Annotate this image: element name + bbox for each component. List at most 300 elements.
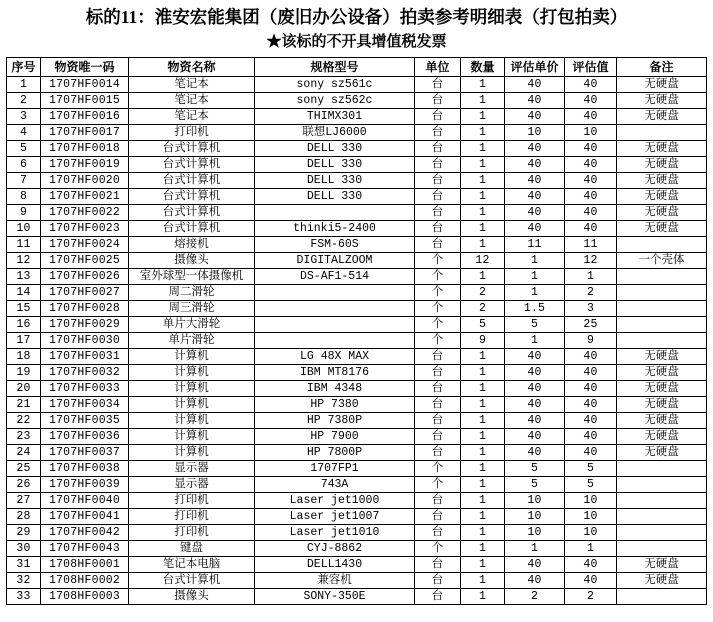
cell-code: 1707HF0029 <box>41 317 129 333</box>
table-row <box>7 157 707 173</box>
cell-code: 1707HF0038 <box>41 461 129 477</box>
cell-remark: 无硬盘 <box>617 365 707 381</box>
cell-index: 31 <box>7 557 41 573</box>
cell-name: 计算机 <box>129 413 255 429</box>
cell-index: 32 <box>7 573 41 589</box>
cell-name: 摄像头 <box>129 589 255 605</box>
cell-value: 9 <box>565 333 617 349</box>
cell-unit: 台 <box>415 173 461 189</box>
cell-unit: 个 <box>415 269 461 285</box>
page-subtitle: ★该标的不开具增值税发票 <box>266 34 447 50</box>
cell-remark <box>617 477 707 493</box>
cell-unit: 台 <box>415 445 461 461</box>
cell-name: 周三滑轮 <box>129 301 255 317</box>
cell-remark <box>617 333 707 349</box>
cell-code: 1707HF0025 <box>41 253 129 269</box>
cell-unit-price: 40 <box>505 557 565 573</box>
cell-model: DELL 330 <box>255 141 415 157</box>
cell-index: 21 <box>7 397 41 413</box>
cell-value: 40 <box>565 189 617 205</box>
cell-quantity: 1 <box>461 397 505 413</box>
cell-value: 10 <box>565 509 617 525</box>
cell-unit-price: 40 <box>505 573 565 589</box>
cell-model: LG 48X MAX <box>255 349 415 365</box>
cell-index: 18 <box>7 349 41 365</box>
col-header-unit-price: 评估单价 <box>505 58 565 77</box>
cell-code: 1707HF0036 <box>41 429 129 445</box>
cell-quantity: 2 <box>461 285 505 301</box>
cell-code: 1707HF0022 <box>41 205 129 221</box>
cell-model: HP 7800P <box>255 445 415 461</box>
cell-code: 1707HF0037 <box>41 445 129 461</box>
cell-quantity: 1 <box>461 349 505 365</box>
cell-name: 计算机 <box>129 429 255 445</box>
cell-index: 26 <box>7 477 41 493</box>
cell-unit: 个 <box>415 477 461 493</box>
cell-name: 台式计算机 <box>129 221 255 237</box>
cell-unit-price: 40 <box>505 221 565 237</box>
cell-value: 40 <box>565 173 617 189</box>
col-header-unit: 单位 <box>415 58 461 77</box>
cell-code: 1707HF0016 <box>41 109 129 125</box>
cell-model: Laser jet1007 <box>255 509 415 525</box>
cell-name: 笔记本 <box>129 109 255 125</box>
cell-model: CYJ-8862 <box>255 541 415 557</box>
cell-unit: 台 <box>415 77 461 93</box>
cell-remark: 无硬盘 <box>617 141 707 157</box>
cell-unit-price: 40 <box>505 381 565 397</box>
cell-unit-price: 40 <box>505 205 565 221</box>
cell-value: 1 <box>565 269 617 285</box>
cell-index: 8 <box>7 189 41 205</box>
cell-quantity: 1 <box>461 429 505 445</box>
cell-value: 10 <box>565 125 617 141</box>
cell-quantity: 1 <box>461 157 505 173</box>
cell-remark <box>617 461 707 477</box>
cell-quantity: 1 <box>461 557 505 573</box>
cell-name: 打印机 <box>129 125 255 141</box>
cell-value: 40 <box>565 157 617 173</box>
cell-remark: 无硬盘 <box>617 77 707 93</box>
table-row <box>7 253 707 269</box>
cell-model: DELL1430 <box>255 557 415 573</box>
cell-index: 15 <box>7 301 41 317</box>
cell-value: 11 <box>565 237 617 253</box>
cell-code: 1707HF0032 <box>41 365 129 381</box>
cell-quantity: 1 <box>461 109 505 125</box>
cell-unit-price: 40 <box>505 77 565 93</box>
col-header-remark: 备注 <box>617 58 707 77</box>
cell-unit: 台 <box>415 365 461 381</box>
cell-name: 打印机 <box>129 509 255 525</box>
cell-index: 22 <box>7 413 41 429</box>
table-row <box>7 109 707 125</box>
cell-index: 23 <box>7 429 41 445</box>
cell-quantity: 1 <box>461 589 505 605</box>
cell-remark <box>617 541 707 557</box>
cell-name: 计算机 <box>129 445 255 461</box>
cell-index: 7 <box>7 173 41 189</box>
cell-code: 1707HF0024 <box>41 237 129 253</box>
cell-unit-price: 1 <box>505 253 565 269</box>
table-row <box>7 77 707 93</box>
cell-unit: 台 <box>415 589 461 605</box>
cell-model: Laser jet1010 <box>255 525 415 541</box>
cell-unit-price: 10 <box>505 525 565 541</box>
cell-index: 20 <box>7 381 41 397</box>
cell-value: 40 <box>565 349 617 365</box>
cell-index: 5 <box>7 141 41 157</box>
cell-unit: 台 <box>415 525 461 541</box>
cell-unit: 台 <box>415 413 461 429</box>
cell-value: 1 <box>565 541 617 557</box>
cell-code: 1707HF0023 <box>41 221 129 237</box>
cell-model: IBM MT8176 <box>255 365 415 381</box>
inventory-table <box>6 57 707 605</box>
cell-unit: 个 <box>415 333 461 349</box>
cell-name: 台式计算机 <box>129 141 255 157</box>
cell-unit-price: 40 <box>505 429 565 445</box>
cell-remark: 无硬盘 <box>617 189 707 205</box>
cell-index: 33 <box>7 589 41 605</box>
cell-remark <box>617 285 707 301</box>
cell-unit: 台 <box>415 237 461 253</box>
cell-unit: 个 <box>415 285 461 301</box>
cell-name: 台式计算机 <box>129 173 255 189</box>
cell-name: 单片大滑轮 <box>129 317 255 333</box>
cell-unit: 个 <box>415 317 461 333</box>
cell-unit: 台 <box>415 573 461 589</box>
cell-remark <box>617 493 707 509</box>
cell-name: 笔记本 <box>129 93 255 109</box>
cell-quantity: 1 <box>461 445 505 461</box>
cell-remark: 无硬盘 <box>617 109 707 125</box>
cell-unit-price: 10 <box>505 509 565 525</box>
cell-quantity: 1 <box>461 93 505 109</box>
cell-code: 1707HF0020 <box>41 173 129 189</box>
cell-value: 40 <box>565 445 617 461</box>
cell-index: 10 <box>7 221 41 237</box>
cell-unit: 台 <box>415 125 461 141</box>
cell-quantity: 1 <box>461 461 505 477</box>
cell-model: 743A <box>255 477 415 493</box>
cell-quantity: 1 <box>461 477 505 493</box>
cell-unit-price: 40 <box>505 365 565 381</box>
cell-name: 熔接机 <box>129 237 255 253</box>
cell-quantity: 1 <box>461 365 505 381</box>
cell-unit: 台 <box>415 349 461 365</box>
cell-name: 计算机 <box>129 365 255 381</box>
table-row <box>7 333 707 349</box>
cell-unit-price: 5 <box>505 461 565 477</box>
cell-unit: 个 <box>415 541 461 557</box>
cell-unit: 台 <box>415 397 461 413</box>
cell-model: 1707FP1 <box>255 461 415 477</box>
cell-value: 10 <box>565 525 617 541</box>
cell-code: 1707HF0028 <box>41 301 129 317</box>
cell-index: 19 <box>7 365 41 381</box>
cell-model: DELL 330 <box>255 157 415 173</box>
cell-name: 笔记本 <box>129 77 255 93</box>
page-title: 标的11：淮安宏能集团（废旧办公设备）拍卖参考明细表（打包拍卖） <box>85 7 628 27</box>
cell-index: 30 <box>7 541 41 557</box>
table-row <box>7 189 707 205</box>
cell-model: DS-AF1-514 <box>255 269 415 285</box>
cell-value: 40 <box>565 205 617 221</box>
cell-value: 2 <box>565 285 617 301</box>
table-row <box>7 477 707 493</box>
cell-index: 3 <box>7 109 41 125</box>
table-row <box>7 285 707 301</box>
cell-value: 3 <box>565 301 617 317</box>
cell-remark: 无硬盘 <box>617 397 707 413</box>
cell-model: sony sz562c <box>255 93 415 109</box>
table-row <box>7 461 707 477</box>
cell-remark: 一个壳体 <box>617 253 707 269</box>
table-row <box>7 573 707 589</box>
cell-index: 17 <box>7 333 41 349</box>
cell-quantity: 1 <box>461 525 505 541</box>
cell-code: 1707HF0026 <box>41 269 129 285</box>
table-row <box>7 413 707 429</box>
table-row <box>7 301 707 317</box>
cell-model: FSM-60S <box>255 237 415 253</box>
cell-quantity: 1 <box>461 413 505 429</box>
cell-model <box>255 317 415 333</box>
cell-remark: 无硬盘 <box>617 221 707 237</box>
cell-name: 台式计算机 <box>129 157 255 173</box>
cell-unit: 个 <box>415 461 461 477</box>
cell-unit: 台 <box>415 381 461 397</box>
table-row <box>7 445 707 461</box>
table-row <box>7 125 707 141</box>
cell-unit: 台 <box>415 141 461 157</box>
table-row <box>7 205 707 221</box>
cell-model: DIGITALZOOM <box>255 253 415 269</box>
cell-remark: 无硬盘 <box>617 573 707 589</box>
cell-unit: 台 <box>415 221 461 237</box>
table-row <box>7 365 707 381</box>
col-header-value: 评估值 <box>565 58 617 77</box>
cell-name: 打印机 <box>129 525 255 541</box>
cell-value: 40 <box>565 557 617 573</box>
cell-quantity: 1 <box>461 205 505 221</box>
cell-quantity: 1 <box>461 237 505 253</box>
cell-name: 周二滑轮 <box>129 285 255 301</box>
cell-model: thinki5-2400 <box>255 221 415 237</box>
cell-unit: 台 <box>415 93 461 109</box>
cell-value: 40 <box>565 381 617 397</box>
cell-remark: 无硬盘 <box>617 157 707 173</box>
cell-unit: 个 <box>415 301 461 317</box>
cell-index: 16 <box>7 317 41 333</box>
cell-code: 1707HF0035 <box>41 413 129 429</box>
cell-quantity: 1 <box>461 189 505 205</box>
cell-code: 1707HF0014 <box>41 77 129 93</box>
table-row <box>7 397 707 413</box>
cell-unit-price: 40 <box>505 173 565 189</box>
cell-value: 2 <box>565 589 617 605</box>
cell-remark <box>617 125 707 141</box>
cell-index: 24 <box>7 445 41 461</box>
cell-code: 1707HF0034 <box>41 397 129 413</box>
cell-quantity: 1 <box>461 221 505 237</box>
cell-quantity: 1 <box>461 125 505 141</box>
cell-quantity: 1 <box>461 493 505 509</box>
cell-quantity: 1 <box>461 173 505 189</box>
cell-name: 摄像头 <box>129 253 255 269</box>
cell-model: 联想LJ6000 <box>255 125 415 141</box>
cell-code: 1707HF0018 <box>41 141 129 157</box>
cell-name: 键盘 <box>129 541 255 557</box>
cell-value: 40 <box>565 221 617 237</box>
cell-value: 40 <box>565 429 617 445</box>
cell-unit: 台 <box>415 493 461 509</box>
col-header-index: 序号 <box>7 58 41 77</box>
cell-quantity: 5 <box>461 317 505 333</box>
cell-quantity: 1 <box>461 541 505 557</box>
cell-quantity: 1 <box>461 269 505 285</box>
table-body <box>7 77 707 605</box>
table-row <box>7 509 707 525</box>
cell-name: 单片滑轮 <box>129 333 255 349</box>
cell-name: 计算机 <box>129 349 255 365</box>
cell-remark <box>617 269 707 285</box>
table-row <box>7 429 707 445</box>
cell-quantity: 1 <box>461 509 505 525</box>
table-row <box>7 381 707 397</box>
cell-remark <box>617 525 707 541</box>
col-header-quantity: 数量 <box>461 58 505 77</box>
cell-value: 5 <box>565 477 617 493</box>
cell-code: 1707HF0042 <box>41 525 129 541</box>
cell-unit-price: 40 <box>505 141 565 157</box>
table-row <box>7 141 707 157</box>
cell-index: 29 <box>7 525 41 541</box>
cell-unit-price: 2 <box>505 589 565 605</box>
cell-index: 4 <box>7 125 41 141</box>
cell-value: 40 <box>565 573 617 589</box>
cell-model <box>255 285 415 301</box>
cell-model <box>255 205 415 221</box>
col-header-code: 物资唯一码 <box>41 58 129 77</box>
cell-unit-price: 5 <box>505 477 565 493</box>
cell-model <box>255 333 415 349</box>
cell-model: IBM 4348 <box>255 381 415 397</box>
cell-remark: 无硬盘 <box>617 381 707 397</box>
cell-code: 1707HF0031 <box>41 349 129 365</box>
cell-unit-price: 40 <box>505 413 565 429</box>
table-row <box>7 541 707 557</box>
cell-code: 1707HF0015 <box>41 93 129 109</box>
cell-unit-price: 11 <box>505 237 565 253</box>
cell-remark: 无硬盘 <box>617 93 707 109</box>
cell-index: 14 <box>7 285 41 301</box>
cell-value: 40 <box>565 109 617 125</box>
cell-name: 室外球型一体摄像机 <box>129 269 255 285</box>
cell-value: 40 <box>565 397 617 413</box>
cell-name: 计算机 <box>129 397 255 413</box>
cell-unit-price: 40 <box>505 109 565 125</box>
cell-index: 11 <box>7 237 41 253</box>
cell-index: 9 <box>7 205 41 221</box>
cell-index: 13 <box>7 269 41 285</box>
cell-value: 40 <box>565 141 617 157</box>
cell-unit: 台 <box>415 429 461 445</box>
cell-index: 6 <box>7 157 41 173</box>
cell-name: 台式计算机 <box>129 573 255 589</box>
cell-quantity: 1 <box>461 381 505 397</box>
cell-unit-price: 1 <box>505 285 565 301</box>
table-row <box>7 269 707 285</box>
cell-model: sony sz561c <box>255 77 415 93</box>
table-header <box>7 58 707 77</box>
table-row <box>7 525 707 541</box>
cell-unit-price: 10 <box>505 493 565 509</box>
table-row <box>7 493 707 509</box>
cell-quantity: 9 <box>461 333 505 349</box>
cell-value: 40 <box>565 365 617 381</box>
cell-remark: 无硬盘 <box>617 557 707 573</box>
col-header-model: 规格型号 <box>255 58 415 77</box>
cell-value: 40 <box>565 413 617 429</box>
cell-code: 1708HF0003 <box>41 589 129 605</box>
cell-remark: 无硬盘 <box>617 349 707 365</box>
cell-quantity: 1 <box>461 141 505 157</box>
cell-name: 打印机 <box>129 493 255 509</box>
table-row <box>7 221 707 237</box>
cell-unit: 个 <box>415 253 461 269</box>
cell-unit-price: 40 <box>505 157 565 173</box>
cell-value: 10 <box>565 493 617 509</box>
cell-model <box>255 301 415 317</box>
cell-model: HP 7380 <box>255 397 415 413</box>
cell-value: 5 <box>565 461 617 477</box>
cell-code: 1707HF0027 <box>41 285 129 301</box>
cell-quantity: 2 <box>461 301 505 317</box>
cell-name: 显示器 <box>129 477 255 493</box>
cell-remark <box>617 237 707 253</box>
table-row <box>7 173 707 189</box>
cell-unit-price: 40 <box>505 349 565 365</box>
cell-unit-price: 1 <box>505 333 565 349</box>
table-row <box>7 349 707 365</box>
cell-code: 1708HF0001 <box>41 557 129 573</box>
cell-code: 1707HF0043 <box>41 541 129 557</box>
cell-code: 1707HF0041 <box>41 509 129 525</box>
cell-remark: 无硬盘 <box>617 173 707 189</box>
cell-unit: 台 <box>415 557 461 573</box>
cell-value: 25 <box>565 317 617 333</box>
table-row <box>7 589 707 605</box>
cell-value: 40 <box>565 77 617 93</box>
cell-model: HP 7380P <box>255 413 415 429</box>
cell-model: SONY-350E <box>255 589 415 605</box>
cell-remark: 无硬盘 <box>617 429 707 445</box>
cell-unit-price: 40 <box>505 397 565 413</box>
cell-unit-price: 1.5 <box>505 301 565 317</box>
cell-model: DELL 330 <box>255 189 415 205</box>
cell-unit: 台 <box>415 109 461 125</box>
cell-quantity: 12 <box>461 253 505 269</box>
cell-index: 2 <box>7 93 41 109</box>
cell-value: 12 <box>565 253 617 269</box>
cell-remark <box>617 317 707 333</box>
cell-unit: 台 <box>415 509 461 525</box>
cell-model: Laser jet1000 <box>255 493 415 509</box>
cell-quantity: 1 <box>461 77 505 93</box>
cell-name: 台式计算机 <box>129 189 255 205</box>
